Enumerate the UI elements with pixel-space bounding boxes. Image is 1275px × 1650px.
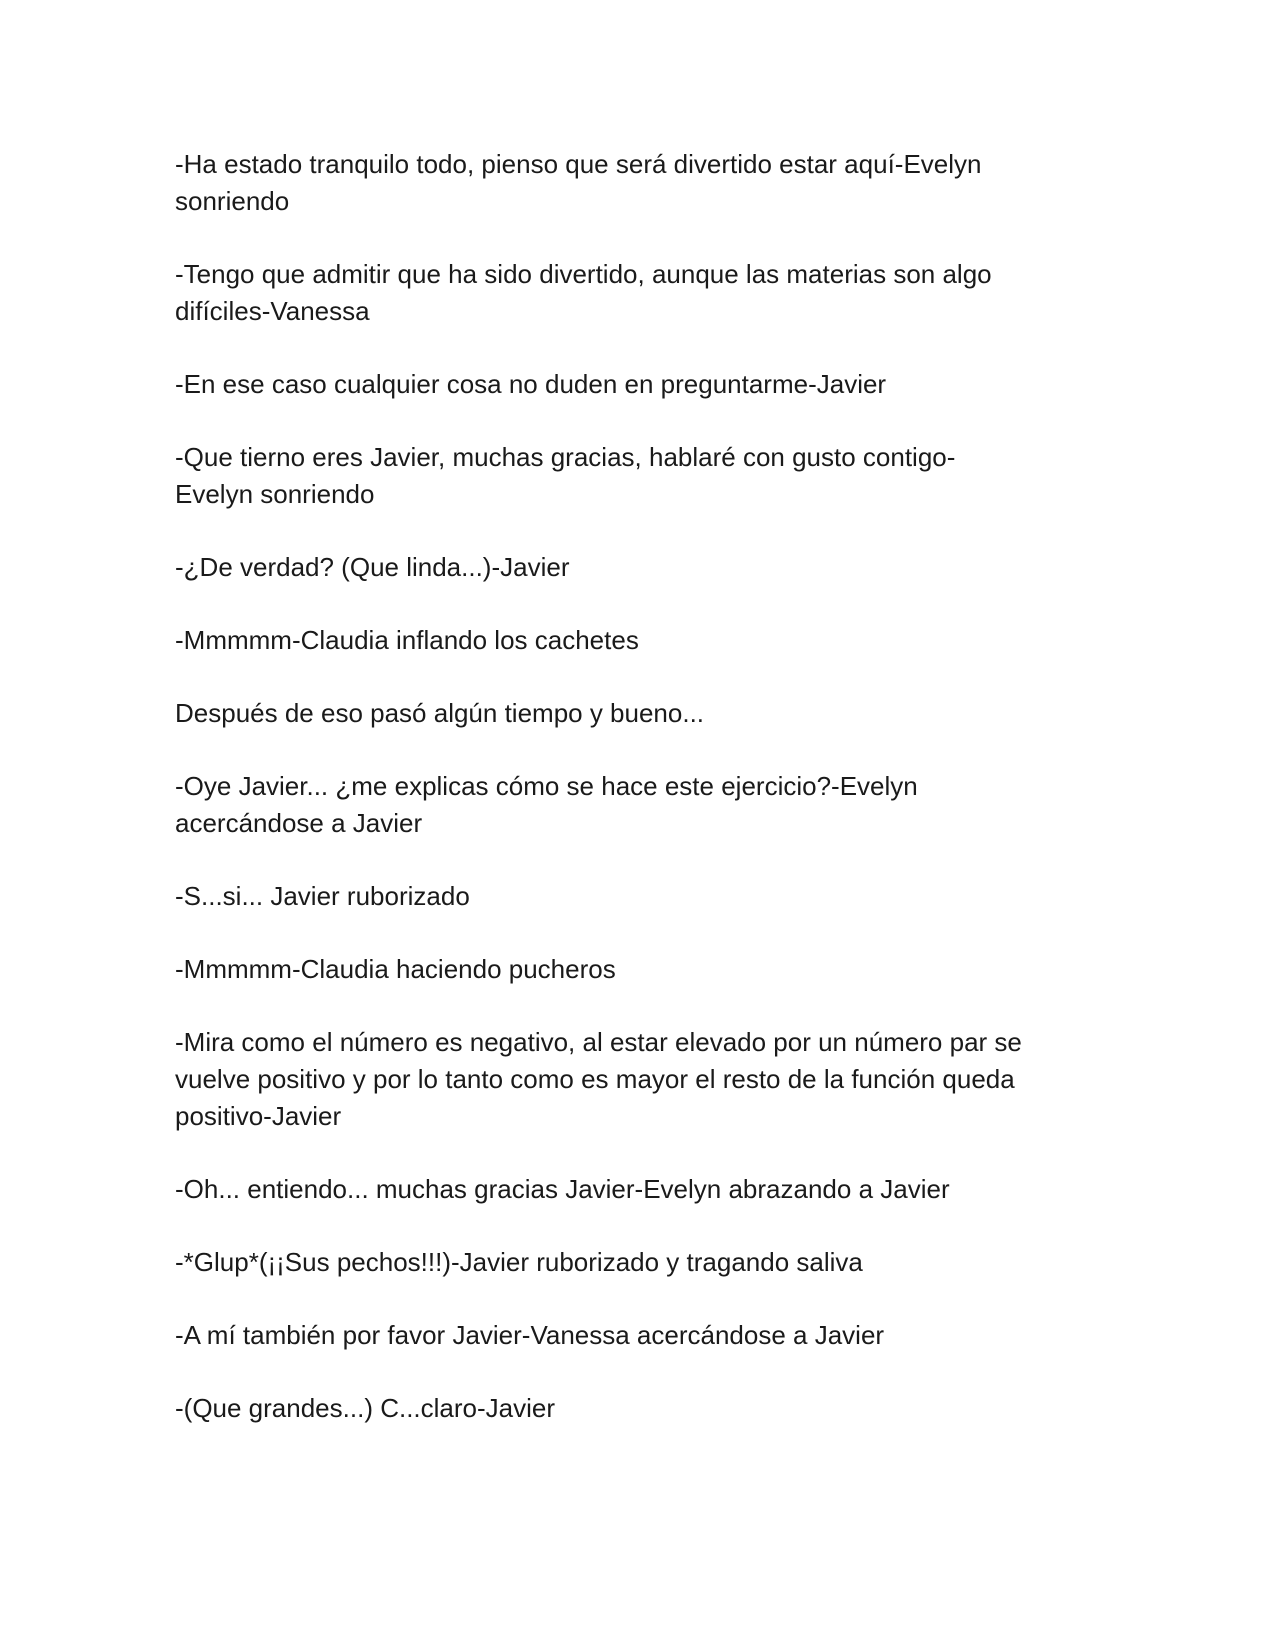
paragraph [175,878,1095,915]
paragraph-line: -Ha estado tranquilo todo, pienso que será divertido estar aquí-Evelyn [175,149,982,179]
paragraph-line: -Mmmmm-Claudia haciendo pucheros [175,954,616,984]
paragraph-line: Después de eso pasó algún tiempo y bueno... [175,698,705,728]
paragraph-line: -(Que grandes...) C...claro-Javier [175,1393,556,1423]
paragraph [175,622,1095,659]
paragraph [175,1171,1095,1208]
paragraph [175,549,1095,586]
paragraph-line: Evelyn sonriendo [175,479,375,509]
paragraph [175,695,1095,732]
paragraph-line: acercándose a Javier [175,808,423,838]
paragraph-line: -Mira como el número es negativo, al estar elevado por un número par se [175,1027,1022,1057]
paragraph-line: -¿De verdad? (Que linda...)-Javier [175,552,570,582]
paragraph-line: difíciles-Vanessa [175,296,370,326]
paragraph [175,256,1095,330]
paragraph [175,951,1095,988]
paragraph [175,1024,1095,1135]
paragraph-line: -Tengo que admitir que ha sido divertido, aunque las materias son algo [175,259,992,289]
paragraph [175,439,1095,513]
paragraph-line: -S...si... Javier ruborizado [175,881,470,911]
paragraph-line: vuelve positivo y por lo tanto como es mayor el resto de la función queda [175,1064,1015,1094]
paragraph-line: sonriendo [175,186,290,216]
paragraph-line: -Que tierno eres Javier, muchas gracias, hablaré con gusto contigo- [175,442,956,472]
paragraph [175,768,1095,842]
paragraph-line: -*Glup*(¡¡Sus pechos!!!)-Javier ruborizado y tragando saliva [175,1247,863,1277]
paragraph [175,1244,1095,1281]
paragraph-line: -A mí también por favor Javier-Vanessa acercándose a Javier [175,1320,885,1350]
paragraph [175,366,1095,403]
paragraph-line: -Mmmmm-Claudia inflando los cachetes [175,625,639,655]
document-body [175,146,1095,1463]
paragraph-line: -Oye Javier... ¿me explicas cómo se hace este ejercicio?-Evelyn [175,771,918,801]
paragraph-line: -En ese caso cualquier cosa no duden en preguntarme-Javier [175,369,887,399]
paragraph [175,146,1095,220]
paragraph-line: positivo-Javier [175,1101,342,1131]
paragraph [175,1390,1095,1427]
paragraph-line: -Oh... entiendo... muchas gracias Javier-Evelyn abrazando a Javier [175,1174,950,1204]
paragraph [175,1317,1095,1354]
